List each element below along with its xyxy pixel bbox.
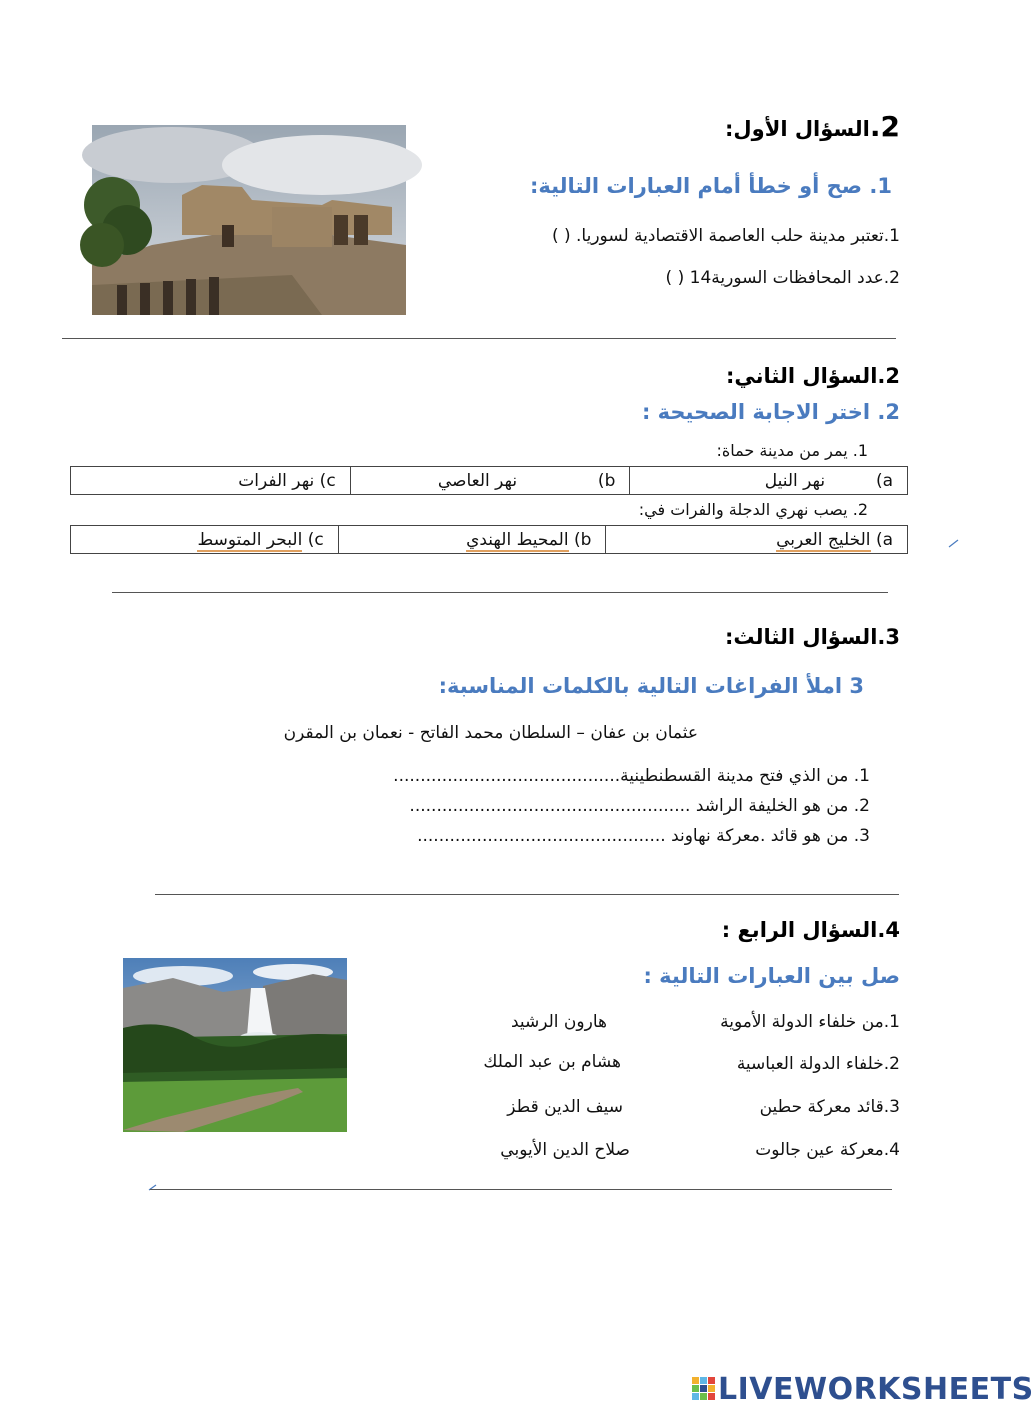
liveworksheets-logo[interactable]: LIVEWORKSHEETS <box>718 1372 1034 1407</box>
q3-item-3[interactable]: 3. من هو قائد .معركة نهاوند .............................................. <box>417 826 870 846</box>
question-1-title: 2.السؤال الأول: <box>725 110 900 143</box>
question-1-number: 2. <box>869 110 900 143</box>
q2-question-1: 1. يمر من مدينة حماة: <box>716 441 868 460</box>
option-b[interactable]: b) المحيط الهندي <box>338 526 606 554</box>
match-right-4[interactable]: صلاح الدين الأيوبي <box>500 1140 630 1160</box>
question-3-instruction: 3 املأ الفراغات التالية بالكلمات المناسبة: <box>438 674 864 698</box>
option-a[interactable]: a) نهر النيل <box>630 467 908 495</box>
match-left-3[interactable]: 3.قائد معركة حطين <box>759 1097 900 1117</box>
q2-options-table-1 <box>70 466 908 495</box>
question-3-title: 3.السؤال الثالث: <box>724 625 900 649</box>
q3-item-1[interactable]: 1. من الذي فتح مدينة القسطنطينية.......................................... <box>393 766 870 786</box>
match-left-4[interactable]: 4.معركة عين جالوت <box>755 1140 900 1160</box>
option-c[interactable]: c) البحر المتوسط <box>71 526 339 554</box>
divider <box>62 338 896 339</box>
question-2-instruction: 2. اختر الاجابة الصحيحة : <box>641 400 900 424</box>
match-left-1[interactable]: 1.من خلفاء الدولة الأموية <box>720 1012 900 1032</box>
q2-options-table-2 <box>70 525 908 554</box>
option-c[interactable]: c) نهر الفرات <box>71 467 351 495</box>
waterfall-photo <box>123 958 347 1132</box>
option-b[interactable]: b) نهر العاصي <box>350 467 630 495</box>
question-4-title: 4.السؤال الرابع : <box>721 918 900 942</box>
match-right-1[interactable]: هارون الرشيد <box>510 1012 607 1032</box>
divider <box>150 1189 892 1190</box>
word-bank: عثمان بن عفان – السلطان محمد الفاتح - نعمان بن المقرن <box>283 723 698 743</box>
q1-item-1: 1.تعتبر مدينة حلب العاصمة الاقتصادية لسوريا. ( ) <box>551 226 900 246</box>
q1-item-2: 2.عدد المحافظات السورية14 ( ) <box>665 268 900 288</box>
question-1-instruction: 1. صح أو خطأ أمام العبارات التالية: <box>529 174 892 198</box>
match-right-3[interactable]: سيف الدين قطز <box>507 1097 623 1117</box>
divider <box>155 894 899 895</box>
match-left-2[interactable]: 2.خلفاء الدولة العباسية <box>736 1054 900 1074</box>
pen-mark-icon <box>948 538 960 548</box>
option-a[interactable]: a) الخليج العربي <box>606 526 908 554</box>
q3-item-2[interactable]: 2. من هو الخليفة الراشد .................................................... <box>409 796 870 816</box>
question-4-instruction: صل بين العبارات التالية : <box>643 964 900 988</box>
question-2-title: 2.السؤال الثاني: <box>725 364 900 388</box>
citadel-photo <box>92 125 406 315</box>
q2-question-2: 2. يصب نهري الدجلة والفرات في: <box>638 500 868 519</box>
match-right-2[interactable]: هشام بن عبد الملك <box>483 1052 621 1072</box>
liveworksheets-grid-icon <box>692 1377 716 1401</box>
divider <box>112 592 888 593</box>
